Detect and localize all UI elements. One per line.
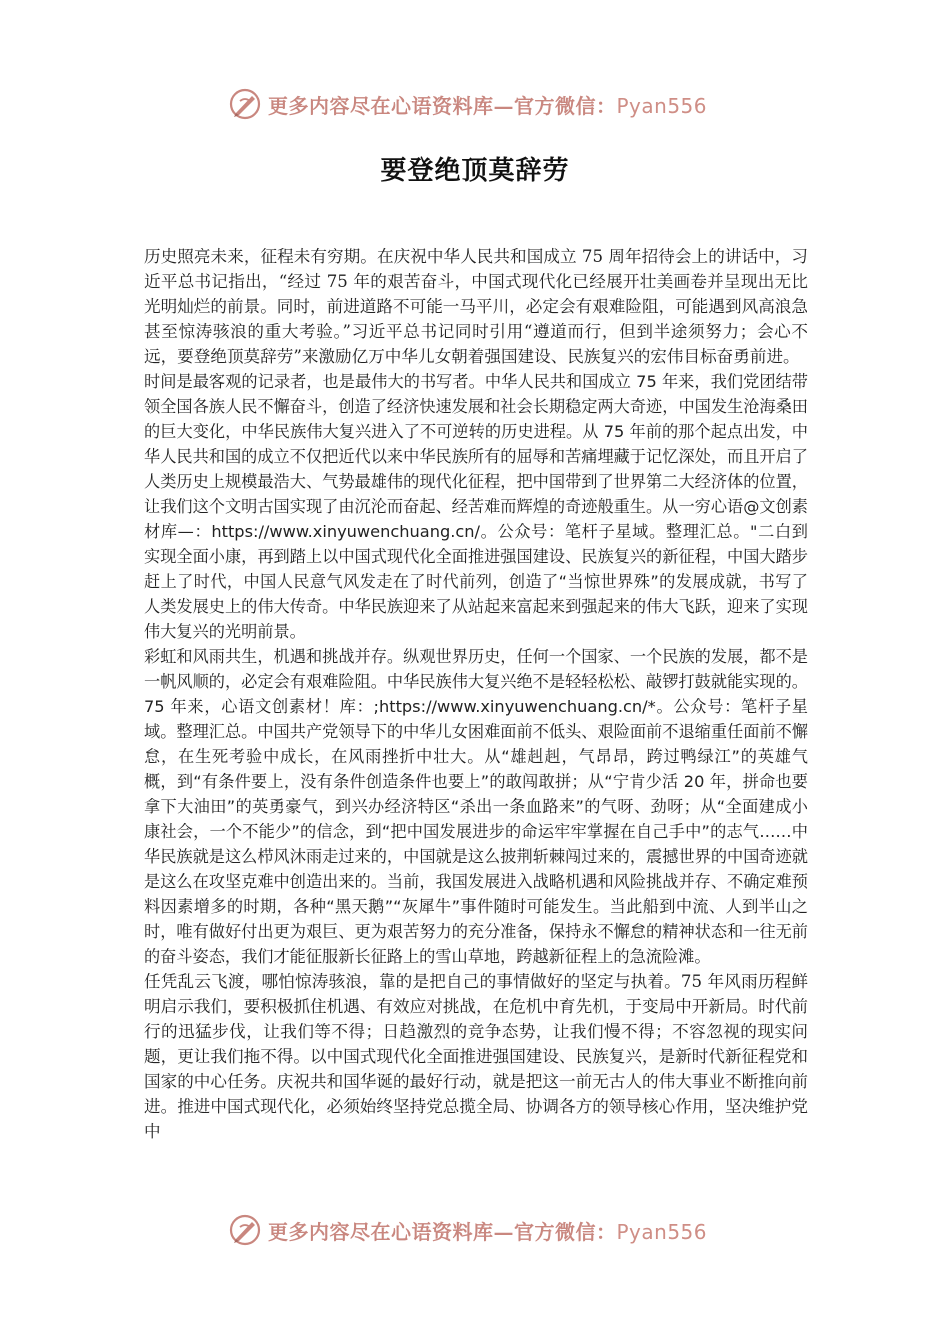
footer-banner <box>228 1212 728 1248</box>
pen-logo-icon <box>228 87 262 121</box>
wechat-id: Pyan556 <box>616 93 708 118</box>
paragraph-3: 彩虹和风雨共生，机遇和挑战并存。纵观世界历史，任何一个国家、一个民族的发展，都不是一帆风顺的，必定会有艰难险阻。中华民族伟大复兴绝不是轻轻松松、敲锣打鼓就能实现的。75 年来，心语文创素材！库：;https://www.xinyuwenchuang.cn/*。公众号：笔杆子星域。整理汇总。中国共产党领导下的中华儿女困难面前不低头、艰险面前不退缩重任面前不懈怠，在生死考验中成长，在风雨挫折中壮大。从“雄赳赳，气昂昂，跨过鸭绿江”的英雄气概，到“有条件要上，没有条件创造条件也要上”的敢闯敢拼；从“宁肯少活 20 年，拼命也要拿下大油田”的英勇豪气，到兴办经济特区“杀出一条血路来”的气呀、劲呀；从“全面建成小康社会，一个不能少”的信念，到“把中国发展进步的命运牢牢掌握在自己手中”的志气……中华民族就是这么栉风沐雨走过来的，中国就是这么披荆斩棘闯过来的，震撼世界的中国奇迹就是这么在攻坚克难中创造出来的。当前，我国发展进入战略机遇和风险挑战并存、不确定难预料因素增多的时期，各种“黑天鹅”“灰犀牛”事件随时可能发生。当此船到中流、人到半山之时，唯有做好付出更为艰巨、更为艰苦努力的充分准备，保持永不懈怠的精神状态和一往无前的奋斗姿态，我们才能征服新长征路上的雪山草地，跨越新征程上的急流险滩。 <box>144 647 808 966</box>
banner-text: 更多内容尽在心语资料库—官方微信：Pyan556 <box>268 1219 708 1244</box>
banner-text: 更多内容尽在心语资料库—官方微信：Pyan556 <box>268 93 708 118</box>
paragraph-2: 时间是最客观的记录者，也是最伟大的书写者。中华人民共和国成立 75 年来，我们党团结带领全国各族人民不懈奋斗，创造了经济快速发展和社会长期稳定两大奇迹，中国发生沧海桑田的巨大变化，中华民族伟大复兴进入了不可逆转的历史进程。从 75 年前的那个起点出发，中华人民共和国的成立不仅把近代以来中华民族所有的屈辱和苦痛埋藏于记忆深处，而且开启了人类历史上规模最浩大、气势最雄伟的现代化征程，把中国带到了世界第二大经济体的位置，让我们这个文明古国实现了由沉沦而奋起、经苦难而辉煌的奇迹般重生。从一穷心语@文创素材库—：https://www.xinyuwenchuang.cn/。公众号：笔杆子星域。整理汇总。"二白到实现全面小康，再到踏上以中国式现代化全面推进强国建设、民族复兴的新征程，中国大踏步赶上了时代，中国人民意气风发走在了时代前列，创造了“当惊世界殊”的发展成就，书写了人类发展史上的伟大传奇。中华民族迎来了从站起来富起来到强起来的伟大飞跃，迎来了实现伟大复兴的光明前景。 <box>144 372 808 641</box>
page-title: 要登绝顶莫辞劳 <box>380 156 570 186</box>
paragraph-1: 历史照亮未来，征程未有穷期。在庆祝中华人民共和国成立 75 周年招待会上的讲话中，习近平总书记指出，“经过 75 年的艰苦奋斗，中国式现代化已经展开壮美画卷并呈现出无比光明灿烂的前景。同时，前进道路不可能一马平川，必定会有艰难险阻，可能遇到风高浪急甚至惊涛骇浪的重大考验。”习近平总书记同时引用“遵道而行，但到半途须努力；会心不远，要登绝顶莫辞劳”来激励亿万中华儿女朝着强国建设、民族复兴的宏伟目标奋勇前进。 <box>144 247 808 366</box>
pen-logo-icon <box>228 1213 262 1247</box>
article-body <box>144 244 808 1144</box>
paragraph-4: 任凭乱云飞渡，哪怕惊涛骇浪，靠的是把自己的事情做好的坚定与执着。75 年风雨历程鲜明启示我们，要积极抓住机遇、有效应对挑战，在危机中育先机，于变局中开新局。时代前行的迅猛步伐，让我们等不得；日趋激烈的竞争态势，让我们慢不得；不容忽视的现实问题，更让我们拖不得。以中国式现代化全面推进强国建设、民族复兴，是新时代新征程党和国家的中心任务。庆祝共和国华诞的最好行动，就是把这一前无古人的伟大事业不断推向前进。推进中国式现代化，必须始终坚持党总揽全局、协调各方的领导核心作用，坚决维护党中 <box>144 972 808 1141</box>
header-banner <box>228 86 728 122</box>
wechat-id: Pyan556 <box>616 1219 708 1244</box>
